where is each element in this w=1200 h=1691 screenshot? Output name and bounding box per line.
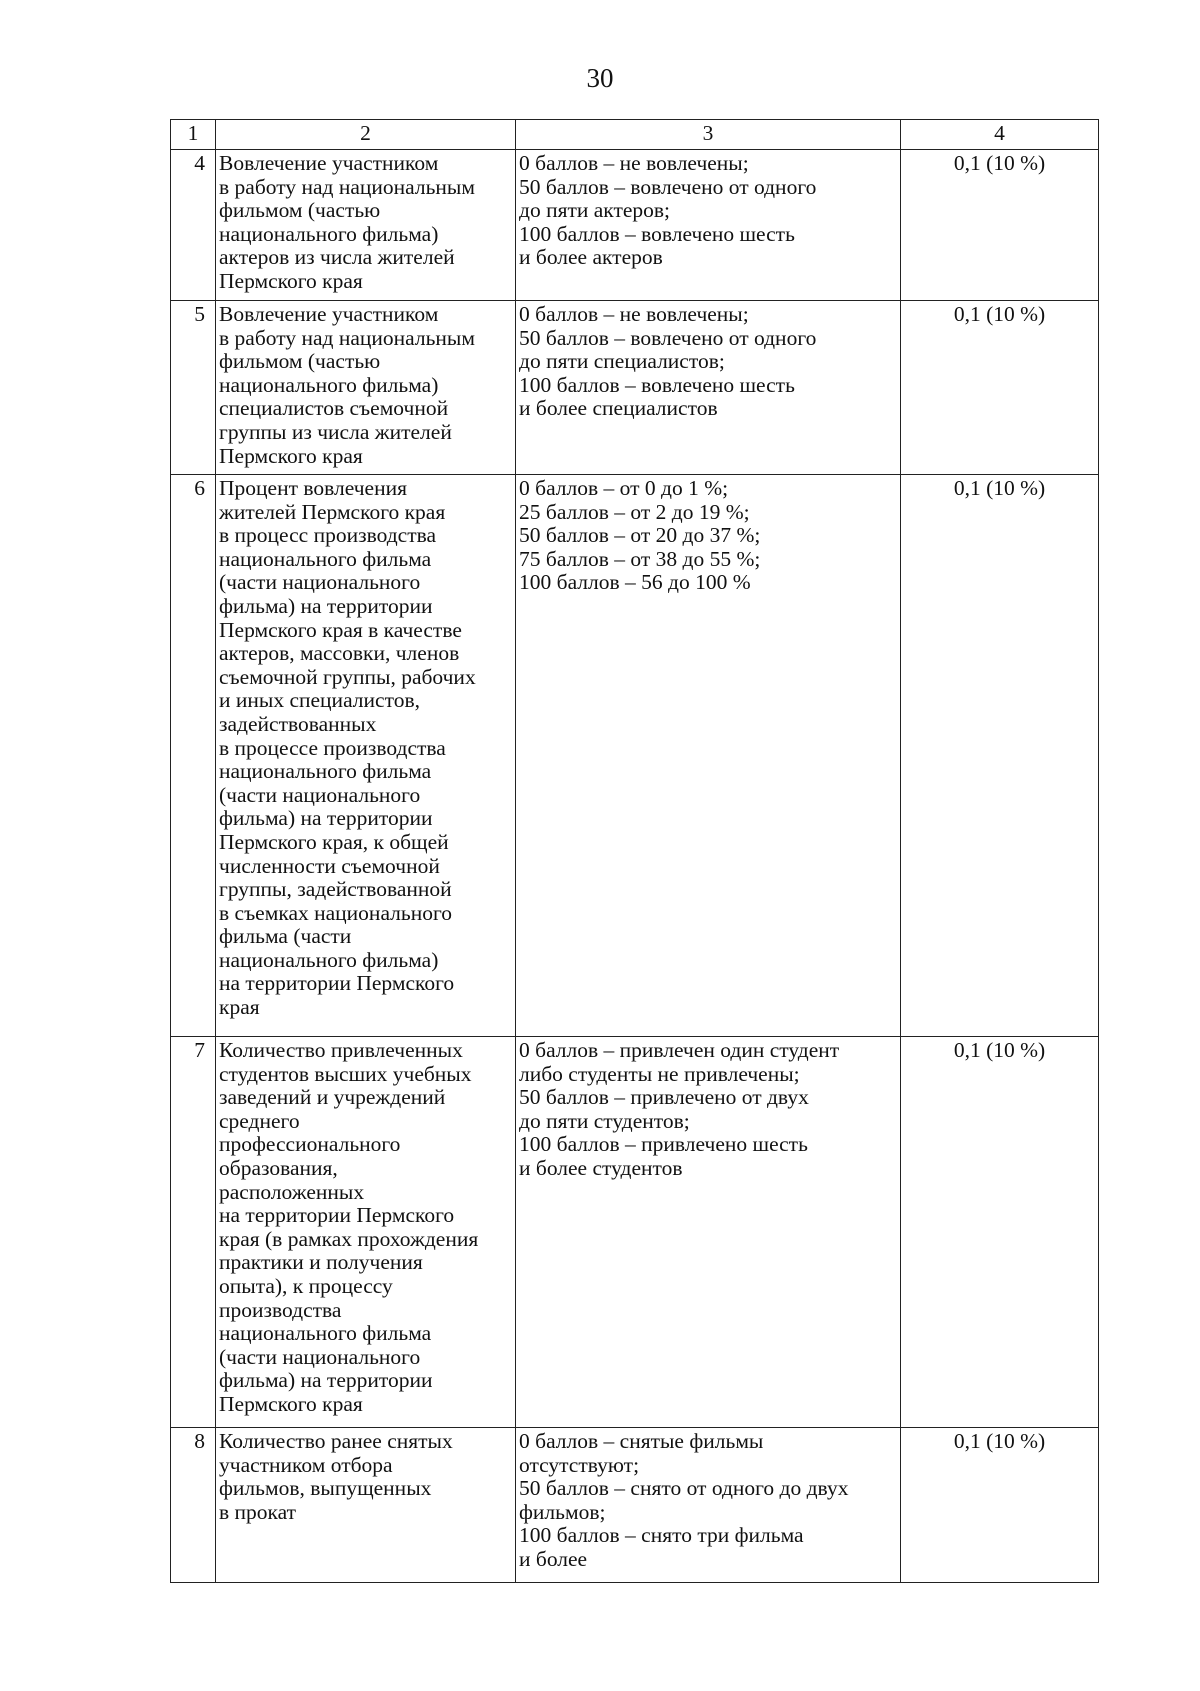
header-cell-1: 1: [171, 120, 216, 150]
criterion-cell: Вовлечение участником в работу над национальным фильмом (частью национального фильма) актеров из числа жителей Пермского края: [216, 150, 516, 301]
weight-cell: 0,1 (10 %): [901, 301, 1099, 475]
scoring-cell: 0 баллов – не вовлечены; 50 баллов – вовлечено от одного до пяти актеров; 100 баллов – вовлечено шесть и более актеров: [516, 150, 901, 301]
table-header-row: [171, 120, 1099, 150]
weight-cell: 0,1 (10 %): [901, 1037, 1099, 1428]
row-number: 6: [171, 475, 216, 1037]
scoring-cell: 0 баллов – не вовлечены; 50 баллов – вовлечено от одного до пяти специалистов; 100 баллов – вовлечено шесть и более специалистов: [516, 301, 901, 475]
row-number: 7: [171, 1037, 216, 1428]
table-row: [171, 1428, 1099, 1583]
table-row: [171, 475, 1099, 1037]
criterion-cell: Количество ранее снятых участником отбора фильмов, выпущенных в прокат: [216, 1428, 516, 1583]
header-cell-4: 4: [901, 120, 1099, 150]
weight-cell: 0,1 (10 %): [901, 1428, 1099, 1583]
row-number: 5: [171, 301, 216, 475]
page-number: 30: [586, 63, 614, 93]
header-cell-2: 2: [216, 120, 516, 150]
criterion-cell: Вовлечение участником в работу над национальным фильмом (частью национального фильма) специалистов съемочной группы из числа жителей Пермского края: [216, 301, 516, 475]
table-row: [171, 1037, 1099, 1428]
weight-cell: 0,1 (10 %): [901, 475, 1099, 1037]
header-cell-3: 3: [516, 120, 901, 150]
weight-cell: 0,1 (10 %): [901, 150, 1099, 301]
scoring-cell: 0 баллов – привлечен один студент либо студенты не привлечены; 50 баллов – привлечено от двух до пяти студентов; 100 баллов – привлечено шесть и более студентов: [516, 1037, 901, 1428]
table-row: [171, 301, 1099, 475]
criterion-cell: Количество привлеченных студентов высших учебных заведений и учреждений среднего профессионального образования, расположенных на территории Пермского края (в рамках прохождения практики и получения опыта), к процессу производства национального фильма (части национального фильма) на территории Пермского края: [216, 1037, 516, 1428]
criteria-table: [170, 119, 1099, 1583]
table-row: [171, 150, 1099, 301]
row-number: 4: [171, 150, 216, 301]
scoring-cell: 0 баллов – снятые фильмы отсутствуют; 50 баллов – снято от одного до двух фильмов; 100 баллов – снято три фильма и более: [516, 1428, 901, 1583]
scoring-cell: 0 баллов – от 0 до 1 %; 25 баллов – от 2 до 19 %; 50 баллов – от 20 до 37 %; 75 баллов – от 38 до 55 %; 100 баллов – 56 до 100 %: [516, 475, 901, 1037]
criterion-cell: Процент вовлечения жителей Пермского края в процесс производства национального фильма (части национального фильма) на территории Пермского края в качестве актеров, массовки, членов съемочной группы, рабочих и иных специалистов, задействованных в процессе производства национального фильма (части национального фильма) на территории Пермского края, к общей численности съемочной группы, задействованной в съемках национального фильма (части национального фильма) на территории Пермского края: [216, 475, 516, 1037]
row-number: 8: [171, 1428, 216, 1583]
